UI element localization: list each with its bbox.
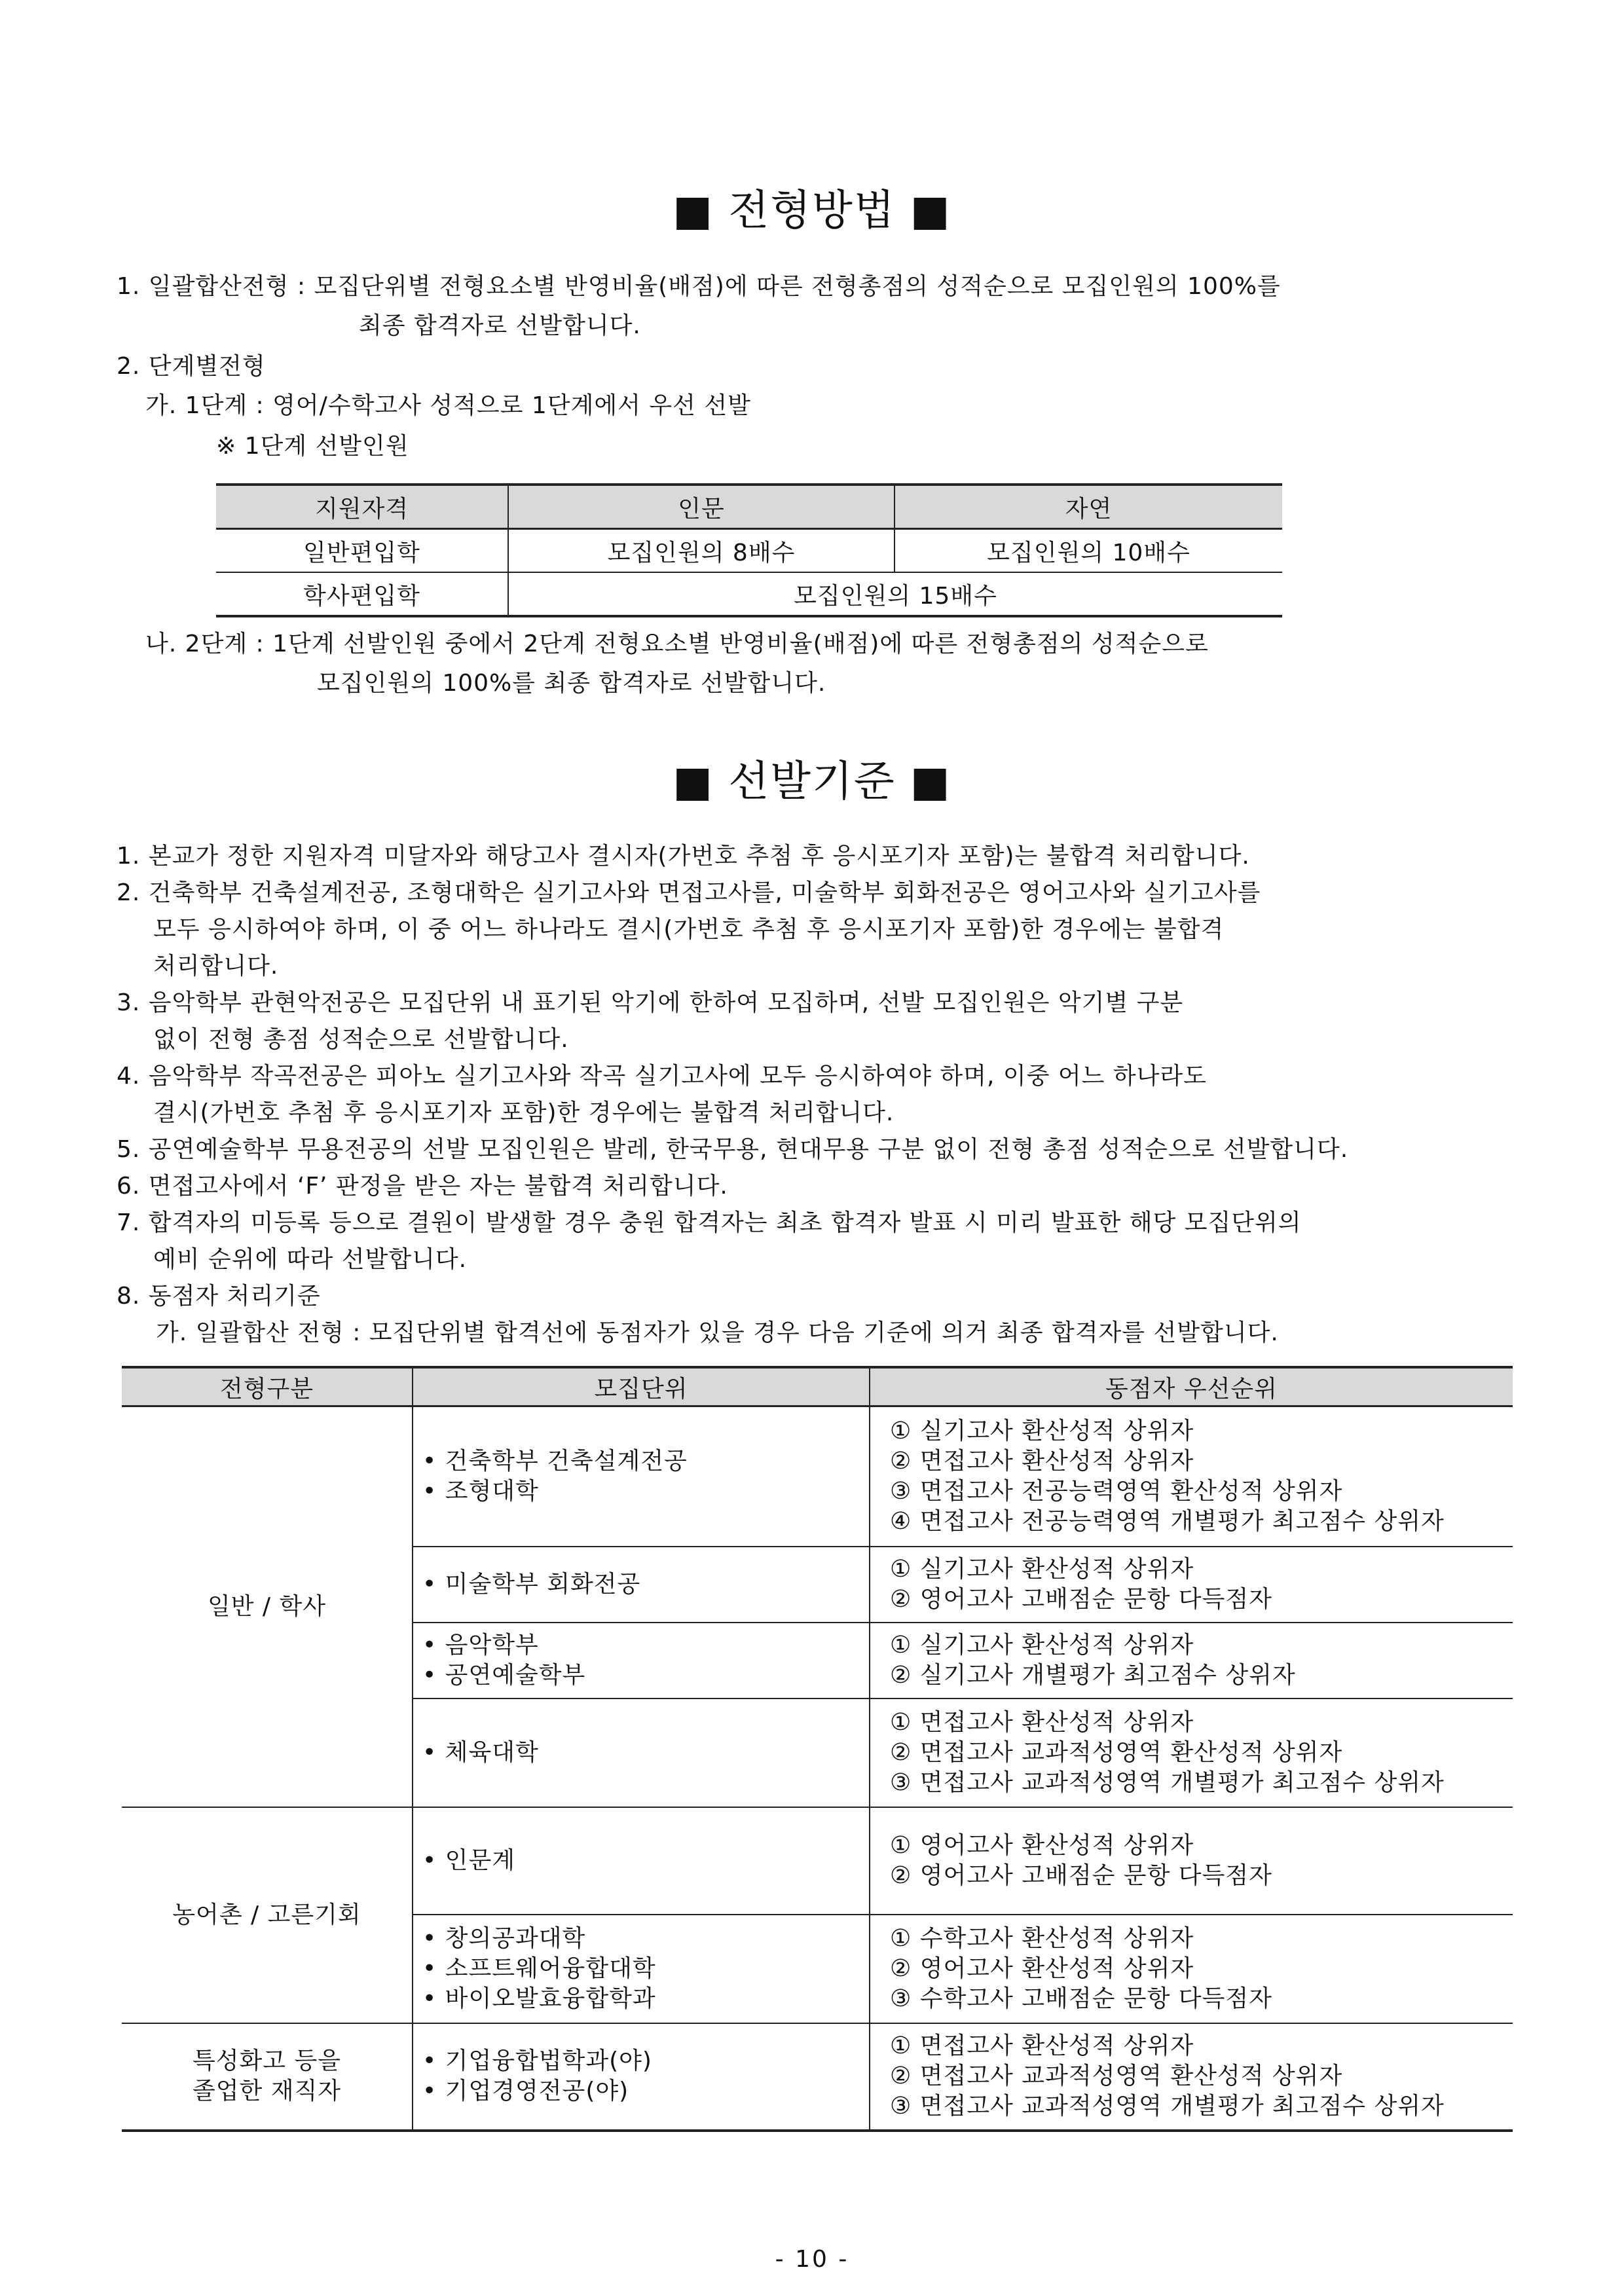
criteria-line: 6. 면접고사에서 ‘F’ 판정을 받은 자는 불합격 처리합니다. [117,1173,728,1200]
criteria-line: 처리합니다. [153,953,279,980]
group-cell: 일반 / 학사 [122,1406,413,1807]
table-header-row [216,485,1282,529]
criteria-line: 5. 공연예술학부 무용전공의 선발 모집인원은 발레, 한국무용, 현대무용 구분 없이 전형 총점 성적순으로 선발합니다. [117,1136,1349,1163]
table-header: 전형구분 [122,1367,413,1406]
unit-item: • 바이오발효융합학과 [422,1985,656,2012]
table-cell: 학사편입학 [216,572,508,616]
units-cell [413,2023,870,2131]
method-stage-2: 나. 2단계 : 1단계 선발인원 중에서 2단계 전형요소별 반영비율(배점)에 따른 전형총점의 성적순으로 [145,631,1209,657]
method-item-1-cont: 최종 합격자로 선발합니다. [359,312,641,339]
stage1-selection-table [216,483,1282,617]
priority-item: ② 영어고사 환산성적 상위자 [890,1955,1194,1982]
priority-item: ① 영어고사 환산성적 상위자 [890,1831,1194,1859]
criteria-line: 8. 동점자 처리기준 [117,1283,321,1310]
priority-cell [870,1406,1513,1547]
units-cell [413,1623,870,1698]
units-cell [413,1915,870,2023]
method-item-2: 2. 단계별전형 [117,353,266,380]
table-row [216,572,1282,616]
priority-item: ② 면접고사 환산성적 상위자 [890,1447,1194,1475]
table-cell: 모집인원의 10배수 [895,529,1282,573]
unit-item: • 소프트웨어융합대학 [422,1955,656,1982]
criteria-line: 1. 본교가 정한 지원자격 미달자와 해당고사 결시자(가번호 추첨 후 응시포기자 포함)는 불합격 처리합니다. [117,843,1250,870]
priority-item: ① 수학고사 환산성적 상위자 [890,1924,1194,1952]
table-row [122,1807,1513,1915]
criteria-line: 모두 응시하여야 하며, 이 중 어느 하나라도 결시(가번호 추첨 후 응시포기자 포함)한 경우에는 불합격 [153,916,1225,943]
units-cell [413,1547,870,1623]
priority-item: ③ 수학고사 고배점순 문항 다득점자 [890,1985,1272,2012]
priority-item: ② 영어고사 고배점순 문항 다득점자 [890,1585,1272,1613]
priority-item: ① 실기고사 환산성적 상위자 [890,1417,1194,1444]
criteria-line: 없이 전형 총점 성적순으로 선발합니다. [153,1026,569,1053]
priority-cell [870,1547,1513,1623]
table-cell: 모집인원의 8배수 [508,529,895,573]
table-row [122,2023,1513,2131]
table-cell: 모집인원의 15배수 [508,572,1282,616]
units-cell [413,1406,870,1547]
page-number: - 10 - [775,2246,849,2273]
method-stage-2-cont: 모집인원의 100%를 최종 합격자로 선발합니다. [317,670,826,697]
priority-item: ② 면접고사 교과적성영역 환산성적 상위자 [890,2063,1343,2089]
table-cell: 일반편입학 [216,529,508,573]
criteria-line: 예비 순위에 따라 선발합니다. [153,1246,468,1273]
units-cell [413,1807,870,1915]
unit-item: • 체육대학 [422,1738,539,1766]
table-header: 지원자격 [216,485,508,529]
unit-item: • 기업경영전공(야) [422,2078,629,2104]
priority-item: ② 영어고사 고배점순 문항 다득점자 [890,1862,1272,1889]
priority-cell [870,2023,1513,2131]
criteria-line: 4. 음악학부 작곡전공은 피아노 실기고사와 작곡 실기고사에 모두 응시하여야 하며, 이중 어느 하나라도 [117,1063,1207,1090]
group-label-line: 특성화고 등을 [192,2047,342,2074]
priority-item: ③ 면접고사 교과적성영역 개별평가 최고점수 상위자 [890,1769,1445,1796]
priority-item: ③ 면접고사 전공능력영역 환산성적 상위자 [890,1477,1343,1505]
criteria-line: 가. 일괄합산 전형 : 모집단위별 합격선에 동점자가 있을 경우 다음 기준에 의거 최종 합격자를 선발합니다. [156,1319,1279,1346]
priority-item: ① 실기고사 환산성적 상위자 [890,1631,1194,1659]
priority-cell [870,1623,1513,1698]
section-title-method: ■ 전형방법 ■ [673,187,951,235]
table-header: 모집단위 [413,1367,870,1406]
priority-item: ① 면접고사 환산성적 상위자 [890,2032,1194,2059]
unit-item: • 인문계 [422,1846,516,1874]
priority-item: ② 실기고사 개별평가 최고점수 상위자 [890,1661,1296,1689]
criteria-line: 결시(가번호 추첨 후 응시포기자 포함)한 경우에는 불합격 처리합니다. [153,1099,895,1126]
table-header: 인문 [508,485,895,529]
unit-item: • 건축학부 건축설계전공 [422,1447,688,1475]
method-item-1: 1. 일괄합산전형 : 모집단위별 전형요소별 반영비율(배점)에 따른 전형총점의 성적순으로 모집인원의 100%를 [117,273,1281,300]
criteria-line: 7. 합격자의 미등록 등으로 결원이 발생할 경우 충원 합격자는 최초 합격자 발표 시 미리 발표한 해당 모집단위의 [117,1209,1302,1236]
unit-item: • 음악학부 [422,1631,539,1659]
unit-item: • 미술학부 회화전공 [422,1570,641,1598]
priority-cell [870,1698,1513,1807]
table-header-row [122,1367,1513,1406]
unit-item: • 창의공과대학 [422,1924,586,1952]
method-stage-1: 가. 1단계 : 영어/수학고사 성적으로 1단계에서 우선 선발 [145,392,751,419]
section-title-criteria: ■ 선발기준 ■ [673,758,951,806]
priority-item: ④ 면접고사 전공능력영역 개별평가 최고점수 상위자 [890,1507,1445,1535]
table-header: 자연 [895,485,1282,529]
criteria-line: 3. 음악학부 관현악전공은 모집단위 내 표기된 악기에 한하여 모집하며, 선발 모집인원은 악기별 구분 [117,989,1184,1016]
table-row [122,1406,1513,1547]
priority-item: ② 면접고사 교과적성영역 환산성적 상위자 [890,1738,1343,1766]
unit-item: • 공연예술학부 [422,1661,586,1689]
criteria-line: 2. 건축학부 건축설계전공, 조형대학은 실기고사와 면접고사를, 미술학부 회화전공은 영어고사와 실기고사를 [117,879,1261,906]
table-header: 동점자 우선순위 [870,1367,1513,1406]
priority-item: ① 실기고사 환산성적 상위자 [890,1555,1194,1583]
group-label-line: 졸업한 재직자 [192,2078,342,2104]
method-note: ※ 1단계 선발인원 [216,433,409,460]
priority-item: ① 면접고사 환산성적 상위자 [890,1708,1194,1736]
unit-item: • 기업융합법학과(야) [422,2047,652,2074]
priority-cell [870,1807,1513,1915]
priority-cell [870,1915,1513,2023]
table-row [216,529,1282,573]
priority-item: ③ 면접고사 교과적성영역 개별평가 최고점수 상위자 [890,2093,1445,2120]
units-cell [413,1698,870,1807]
group-cell [122,2023,413,2131]
unit-item: • 조형대학 [422,1477,539,1505]
group-cell: 농어촌 / 고른기회 [122,1807,413,2023]
tie-break-table [122,1366,1513,2132]
